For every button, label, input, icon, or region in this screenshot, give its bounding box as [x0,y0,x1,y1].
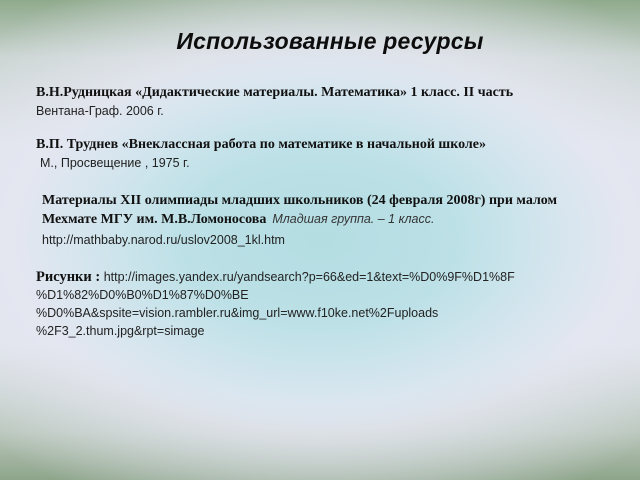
pictures-url-part-1[interactable]: http://images.yandex.ru/yandsearch?p=66&ed=1&text=%D0%9F%D1%8F [103,270,515,284]
slide-title [0,28,640,55]
reference-3-title: Материалы XII олимпиады младших школьников (24 февраля 2008г) при малом Мехмате МГУ им. М.В.Ломоносова [42,193,558,227]
pictures-line-1 [36,268,596,286]
pictures-url-part-4[interactable]: %2F3_2.thum.jpg&rpt=simage [36,324,205,338]
reference-3-title-block [42,192,562,229]
reference-1-publisher: Вентана-Граф. 2006 г. [36,104,164,118]
reference-item-2 [36,136,486,172]
reference-2-title: В.П. Труднев «Внеклассная работа по математике в начальной школе» [36,137,486,152]
pictures-url-part-2[interactable]: %D1%82%D0%B0%D1%87%D0%BE [36,288,249,302]
pictures-url-part-3[interactable]: %D0%BA&spsite=vision.rambler.ru&img_url=www.f10ke.net%2Fuploads [36,306,439,320]
pictures-source [36,268,596,340]
reference-item-3 [42,192,562,249]
slide-title-text: Использованные ресурсы [176,28,484,54]
reference-2-publisher: М., Просвещение , 1975 г. [40,156,190,170]
reference-1-title: В.Н.Рудницкая «Дидактические материалы. Математика» 1 класс. II часть [36,85,514,100]
pictures-label: Рисунки : [36,269,101,285]
reference-item-1 [36,84,513,120]
reference-3-url[interactable]: http://mathbaby.narod.ru/uslov2008_1kl.htm [42,233,285,247]
reference-3-note: Младшая группа. – 1 класс. [272,212,435,226]
